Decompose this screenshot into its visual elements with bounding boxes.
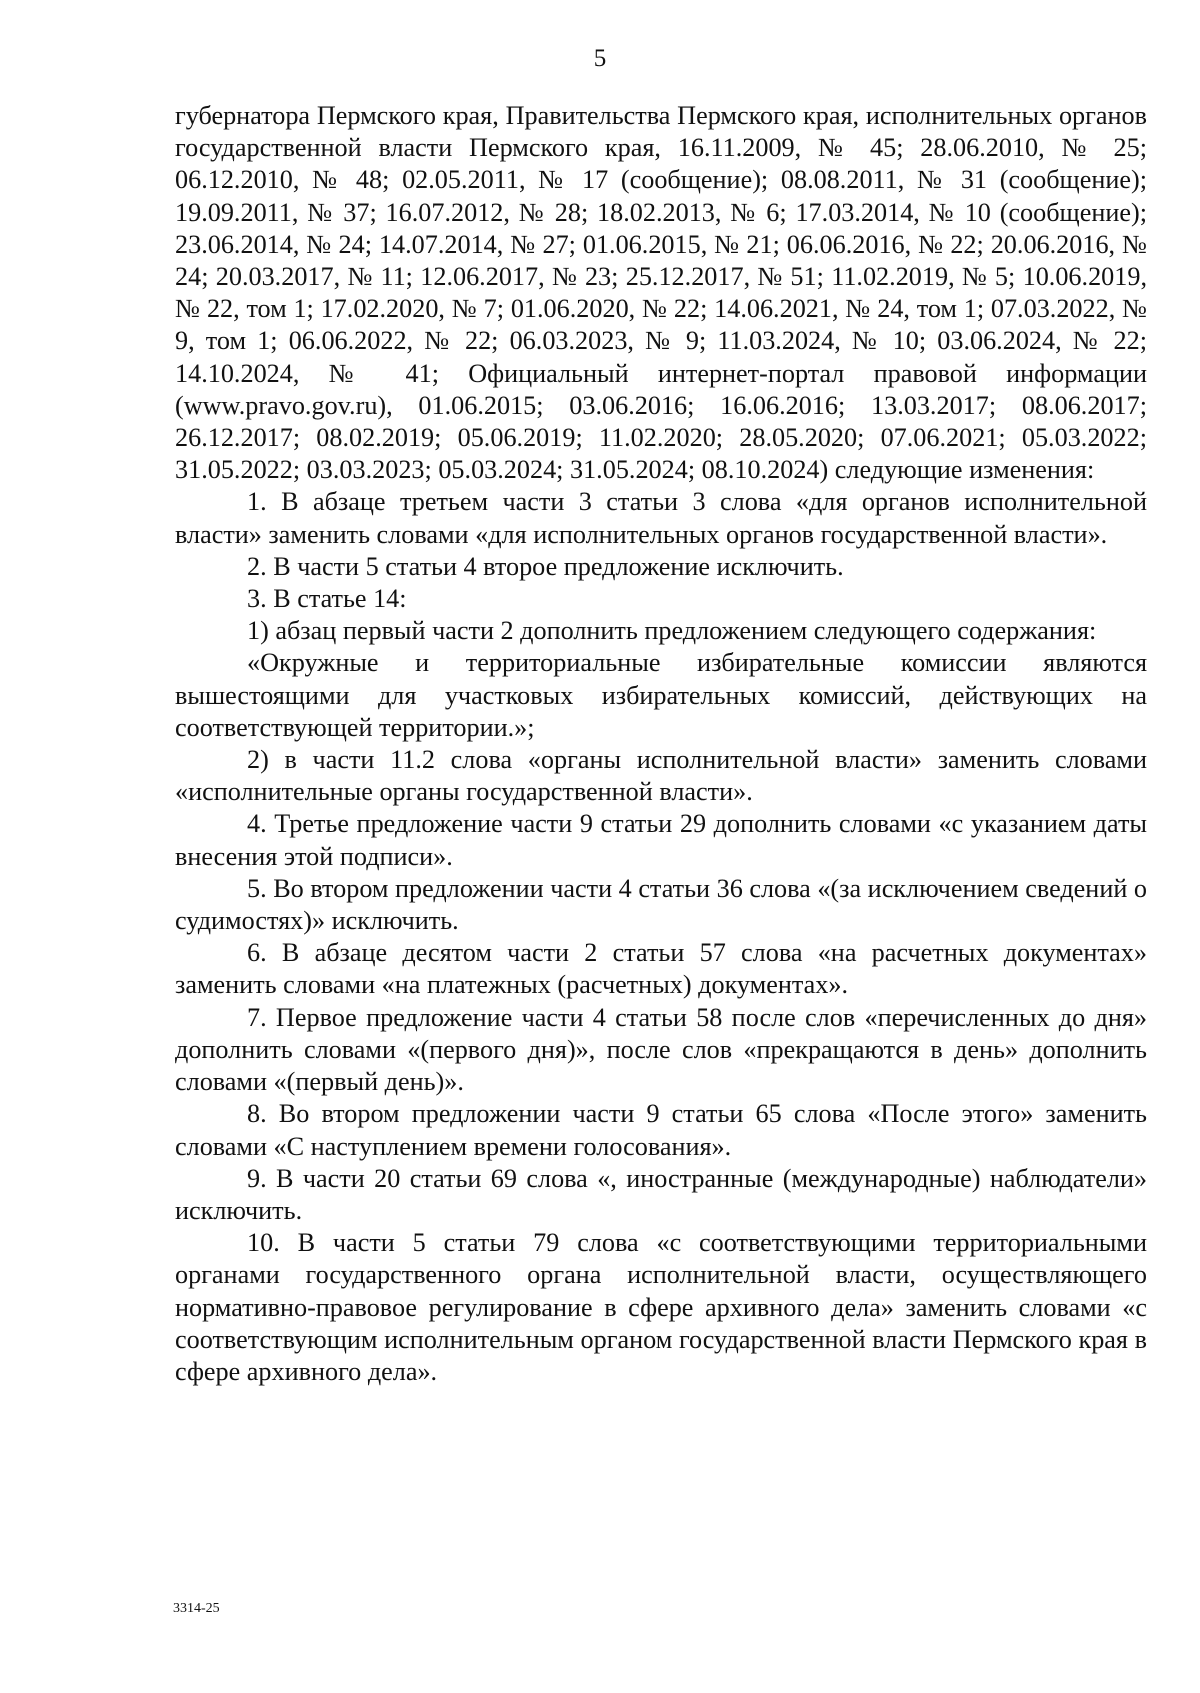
paragraph-item-8: 8. Во втором предложении части 9 статьи 65 слова «После этого» заменить словами «С наступлением времени голосования». (175, 1099, 1147, 1161)
paragraph-item-1: 1. В абзаце третьем части 3 статьи 3 слова «для органов исполнительной власти» заменить словами «для исполнительных органов государственной власти». (175, 487, 1147, 549)
paragraph-item-3-2: 2) в части 11.2 слова «органы исполнительной власти» заменить словами «исполнительные органы государственной власти». (175, 745, 1147, 807)
paragraph-item-9: 9. В части 20 статьи 69 слова «, иностранные (международные) наблюдатели» исключить. (175, 1163, 1147, 1225)
paragraph-item-4: 4. Третье предложение части 9 статьи 29 дополнить словами «с указанием даты внесения этой подписи». (175, 809, 1147, 871)
paragraph-item-7: 7. Первое предложение части 4 статьи 58 после слов «перечисленных до дня» дополнить словами «(первого дня)», после слов «прекращаются в день» дополнить словами «(первый день)». (175, 1002, 1147, 1097)
paragraph-intro: губернатора Пермского края, Правительства Пермского края, исполнительных органов государственной власти Пермского края, 16.11.2009, № 45; 28.06.2010, № 25; 06.12.2010, № 48; 02.05.2011, № 17 (сообщение); 08.08.2011, № 31 (сообщение); 19.09.2011, № 37; 16.07.2012, № 28; 18.02.2013, № 6; 17.03.2014, № 10 (сообщение); 23.06.2014, № 24; 14.07.2014, № 27; 01.06.2015, № 21; 06.06.2016, № 22; 20.06.2016, № 24; 20.03.2017, № 11; 12.06.2017, № 23; 25.12.2017, № 51; 11.02.2019, № 5; 10.06.2019, № 22, том 1; 17.02.2020, № 7; 01.06.2020, № 22; 14.06.2021, № 24, том 1; 07.03.2022, № 9, том 1; 06.06.2022, № 22; 06.03.2023, № 9; 11.03.2024, № 10; 03.06.2024, № 22; 14.10.2024, № 41; Официальный интернет-портал правовой информации (www.pravo.gov.ru), 01.06.2015; 03.06.2016; 16.06.2016; 13.03.2017; 08.06.2017; 26.12.2017; 08.02.2019; 05.06.2019; 11.02.2020; 28.05.2020; 07.06.2021; 05.03.2022; 31.05.2022; 03.03.2023; 05.03.2024; 31.05.2024; 08.10.2024) следующие изменения: (175, 101, 1147, 485)
paragraph-item-3-1-quote: «Окружные и территориальные избирательные комиссии являются вышестоящими для участковых избирательных комиссий, действующих на соответствующей территории.»; (175, 648, 1147, 742)
paragraph-item-2: 2. В части 5 статьи 4 второе предложение исключить. (247, 551, 844, 581)
document-body (175, 100, 1147, 1388)
paragraph-item-10: 10. В части 5 статьи 79 слова «с соответствующими территориальными органами государственного органа исполнительной власти, осуществляющего нормативно-правовое регулирование в сфере архивного дела» заменить словами «с соответствующим исполнительным органом государственной власти Пермского края в сфере архивного дела». (175, 1228, 1147, 1386)
page-number: 5 (593, 45, 607, 72)
paragraph-item-5: 5. Во втором предложении части 4 статьи 36 слова «(за исключением сведений о судимостях)» исключить. (175, 873, 1147, 936)
paragraph-item-6: 6. В абзаце десятом части 2 статьи 57 слова «на расчетных документах» заменить словами «на платежных (расчетных) документах». (175, 938, 1147, 1000)
paragraph-item-3-1: 1) абзац первый части 2 дополнить предложением следующего содержания: (247, 616, 1097, 646)
document-code: 3314-25 (173, 1601, 220, 1616)
paragraph-item-3: 3. В статье 14: (247, 584, 407, 614)
